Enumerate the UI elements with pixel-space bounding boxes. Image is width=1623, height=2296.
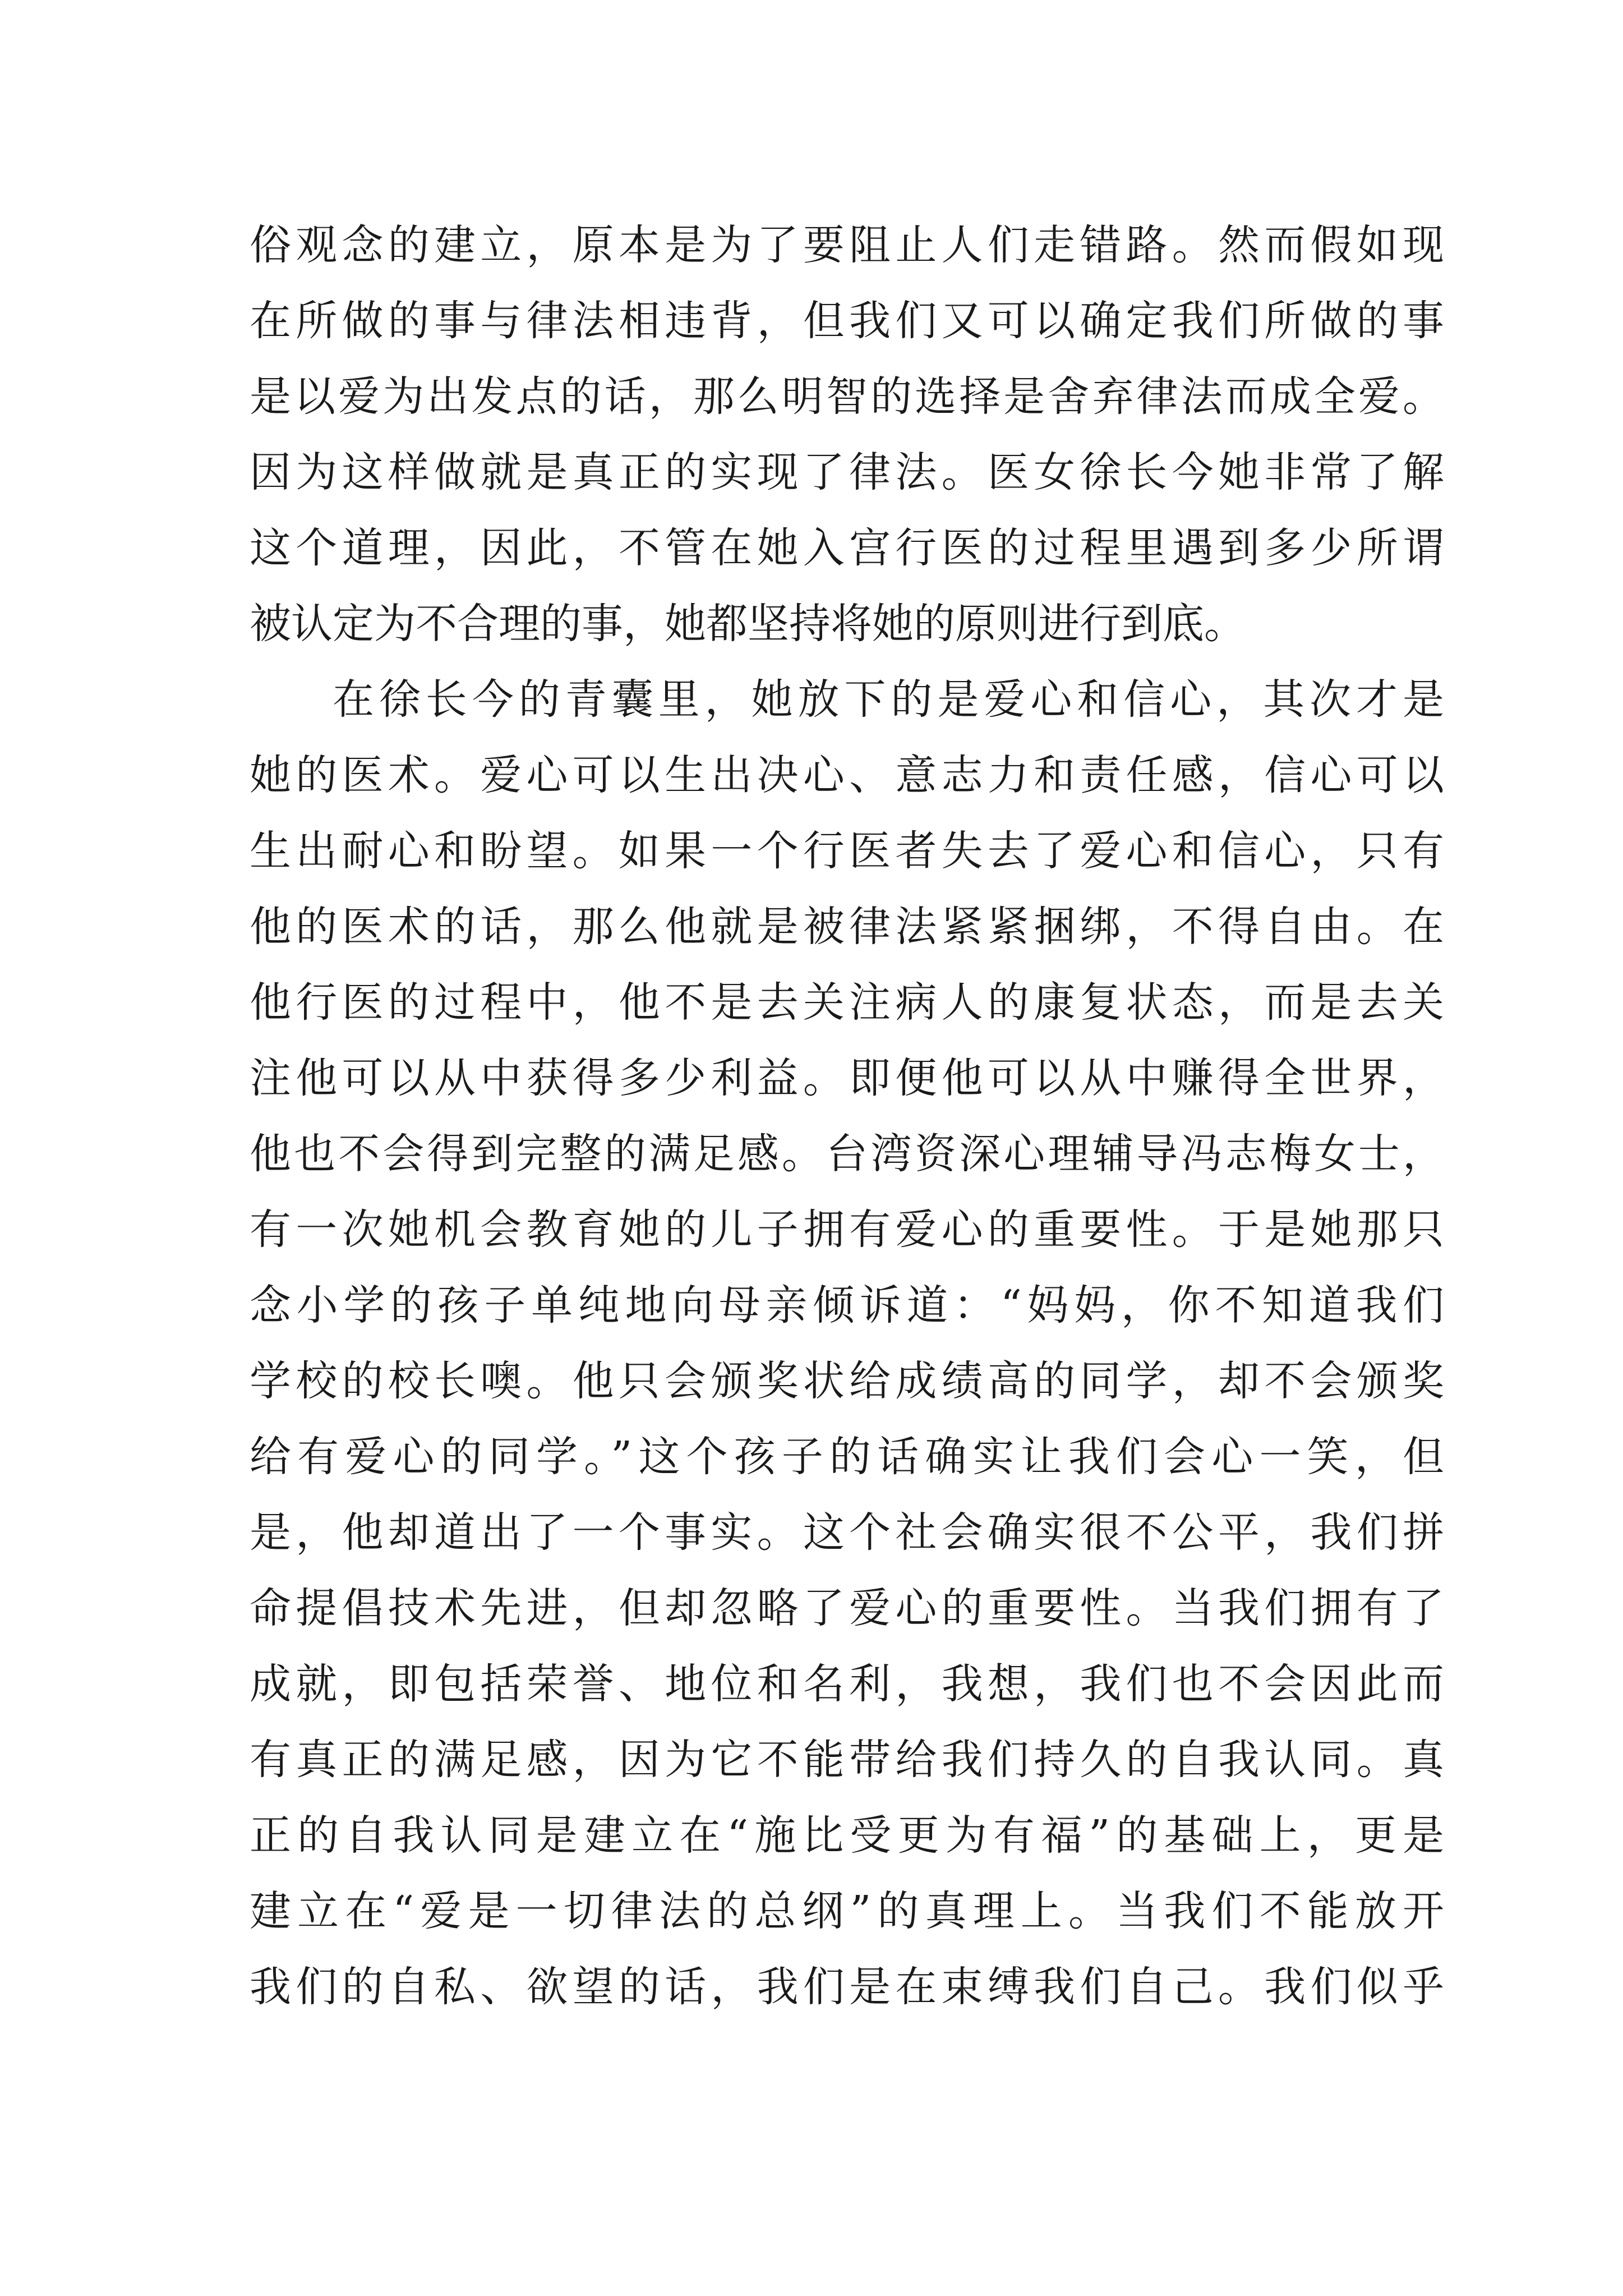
- text-line: 生出耐心和盼望。如果一个行医者失去了爱心和信心，只有: [250, 827, 1444, 875]
- text-line: 成就，即包括荣誉、地位和名利，我想，我们也不会因此而: [250, 1660, 1444, 1708]
- text-line: 注他可以从中获得多少利益。即便他可以从中赚得全世界，: [250, 1054, 1444, 1102]
- text-line: 这个道理，因此，不管在她入宫行医的过程里遇到多少所谓: [250, 524, 1444, 572]
- text-line: 俗观念的建立，原本是为了要阻止人们走错路。然而假如现: [250, 221, 1444, 269]
- text-line: 命提倡技术先进，但却忽略了爱心的重要性。当我们拥有了: [250, 1584, 1444, 1632]
- text-line: 他也不会得到完整的满足感。台湾资深心理辅导冯志梅女士，: [250, 1130, 1444, 1178]
- text-line: 他行医的过程中，他不是去关注病人的康复状态，而是去关: [250, 978, 1444, 1027]
- text-line: 建立在“爱是一切律法的总纲”的真理上。当我们不能放开: [250, 1887, 1444, 1935]
- text-line: 他的医术的话，那么他就是被律法紧紧捆绑，不得自由。在: [250, 903, 1444, 951]
- paragraph-start-line: 在徐长今的青囊里，她放下的是爱心和信心，其次才是: [333, 675, 1444, 724]
- text-line: 正的自我认同是建立在“施比受更为有福”的基础上，更是: [250, 1811, 1444, 1860]
- body-text: [250, 208, 1444, 2025]
- text-line: 在所做的事与律法相违背，但我们又可以确定我们所做的事: [250, 297, 1444, 345]
- text-line: 我们的自私、欲望的话，我们是在束缚我们自己。我们似乎: [250, 1963, 1444, 2011]
- text-line: 是以爱为出发点的话，那么明智的选择是舍弃律法而成全爱。: [250, 372, 1444, 421]
- text-line: 她的医术。爱心可以生出决心、意志力和责任感，信心可以: [250, 751, 1444, 799]
- text-line: 给有爱心的同学。”这个孩子的话确实让我们会心一笑，但: [250, 1433, 1444, 1481]
- text-line: 被认定为不合理的事，她都坚持将她的原则进行到底。: [250, 600, 1246, 648]
- text-line: 因为这样做就是真正的实现了律法。医女徐长今她非常了解: [250, 448, 1444, 496]
- text-line: 是，他却道出了一个事实。这个社会确实很不公平，我们拼: [250, 1508, 1444, 1557]
- text-line: 有一次她机会教育她的儿子拥有爱心的重要性。于是她那只: [250, 1205, 1444, 1254]
- text-line: 学校的校长噢。他只会颁奖状给成绩高的同学，却不会颁奖: [250, 1357, 1444, 1405]
- text-line: 念小学的孩子单纯地向母亲倾诉道：“妈妈，你不知道我们: [250, 1281, 1444, 1329]
- text-line: 有真正的满足感，因为它不能带给我们持久的自我认同。真: [250, 1736, 1444, 1784]
